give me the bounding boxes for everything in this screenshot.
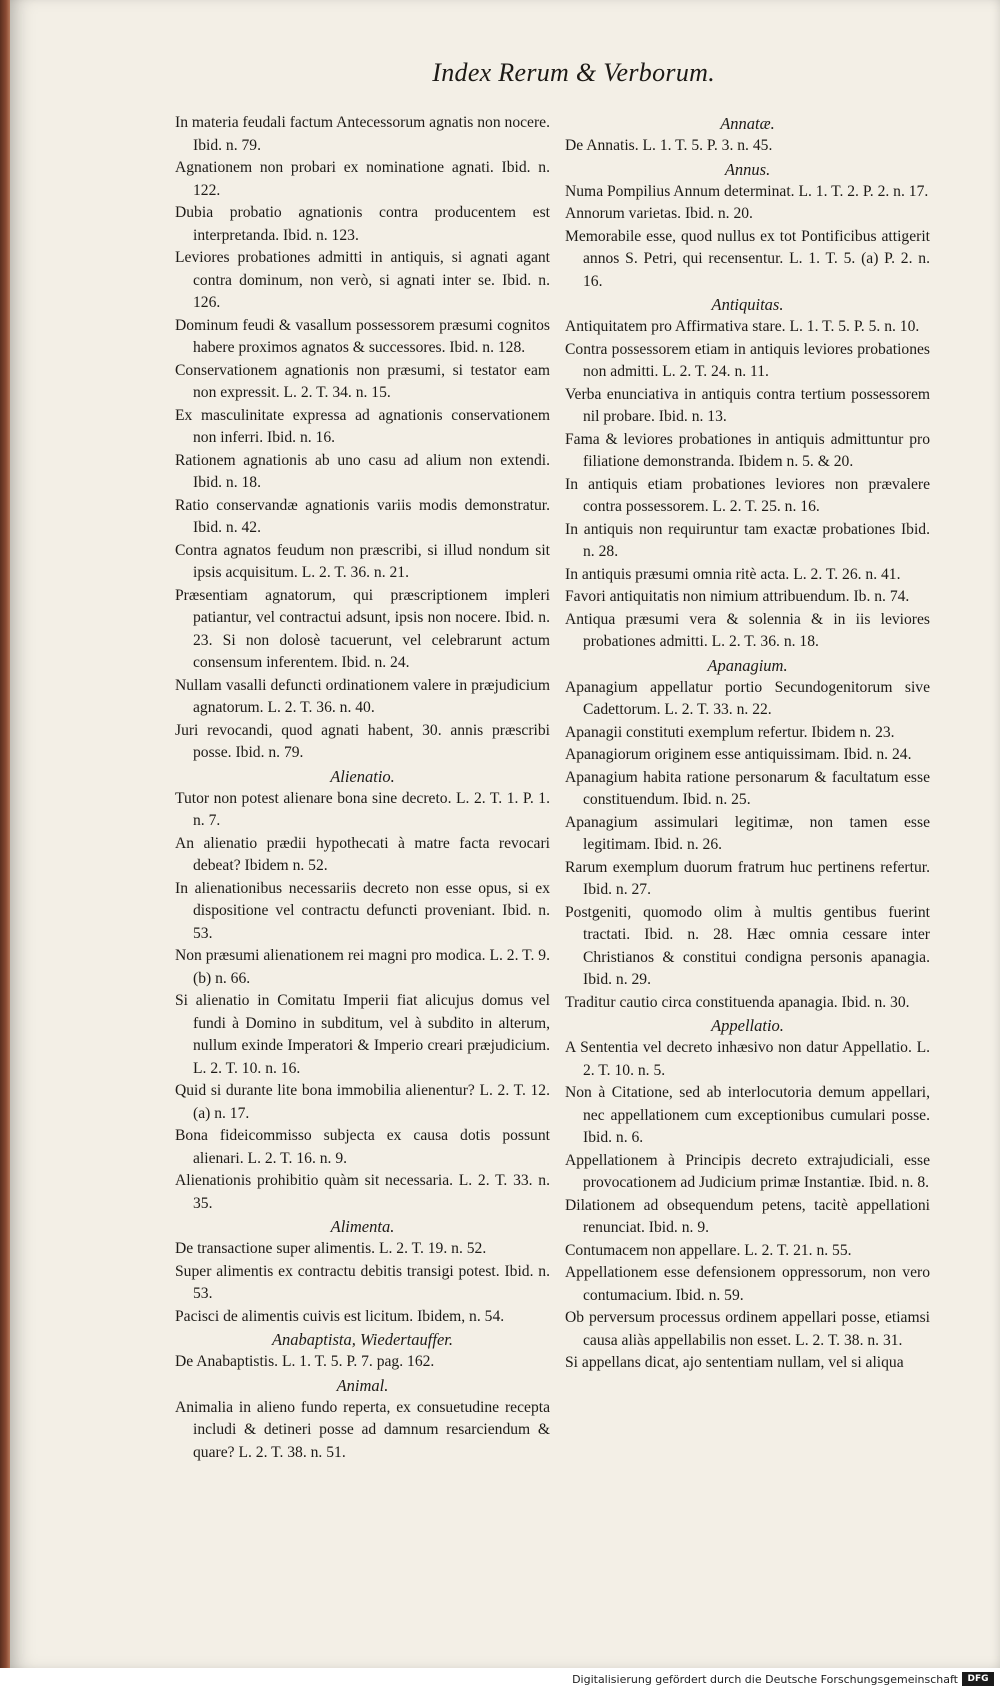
section-heading: Alienatio. (330, 766, 395, 786)
book-spine-edge (0, 0, 10, 1668)
index-entry: Memorabile esse, quod nullus ex tot Pontificibus attigerit annos S. Petri, qui recensentur. L. 1. T. 5. (a) P. 2. n. 16. (565, 227, 930, 290)
index-entry: An alienatio prædii hypothecati à matre facta revocari debeat? Ibidem n. 52. (175, 834, 550, 874)
running-header (10, 58, 1000, 88)
section-heading: Animal. (336, 1375, 389, 1395)
index-entry: Alienationis prohibitio quàm sit necessaria. L. 2. T. 33. n. 35. (175, 1172, 550, 1212)
index-entry: Super alimentis ex contractu debitis transigi potest. Ibid. n. 53. (175, 1262, 550, 1302)
index-entry: Appellationem esse defensionem oppressorum, non vero contumacium. Ibid. n. 59. (565, 1264, 930, 1304)
index-entry: Leviores probationes admitti in antiquis, si agnati agant contra dominum, non verò, si agnati inter se. Ibid. n. 126. (175, 249, 550, 311)
index-entry: In antiquis etiam probationes leviores non prævalere contra possessorem. L. 2. T. 25. n. 16. (565, 475, 930, 515)
index-entry: In materia feudali factum Antecessorum agnatis non nocere. Ibid. n. 79. (175, 114, 550, 154)
index-entry: Non præsumi alienationem rei magni pro modica. L. 2. T. 9. (b) n. 66. (175, 947, 550, 987)
index-entry: Apanagii constituti exemplum refertur. Ibidem n. 23. (565, 723, 895, 741)
index-entry: Ex masculinitate expressa ad agnationis conservationem non inferri. Ibid. n. 16. (175, 406, 550, 446)
section-heading: Annatæ. (720, 114, 775, 133)
index-entry: Contumacem non appellare. L. 2. T. 21. n. 55. (565, 1241, 852, 1259)
section-heading: Antiquitas. (711, 295, 784, 314)
index-entry: Conservationem agnationis non præsumi, si testator eam non expressit. L. 2. T. 34. n. 15. (175, 361, 550, 401)
section-heading: Apanagium. (707, 655, 788, 675)
digitization-footer (0, 1668, 1000, 1691)
funding-notice: Digitalisierung gefördert durch die Deutsche Forschungsgemeinschaft (572, 1673, 958, 1686)
index-entry: De Annatis. L. 1. T. 5. P. 3. n. 45. (565, 137, 773, 154)
index-entry: In antiquis non requiruntur tam exactæ probationes Ibid. n. 28. (565, 520, 930, 560)
index-entry: Contra agnatos feudum non præscribi, si illud nondum sit ipsis acquisitum. L. 2. T. 36. n. 21. (175, 541, 550, 581)
index-entry: A Sententia vel decreto inhæsivo non datur Appellatio. L. 2. T. 10. n. 5. (565, 1039, 930, 1079)
index-entry: Ob perversum processus ordinem appellari posse, etiamsi causa aliàs appellabilis non esset. L. 2. T. 38. n. 31. (565, 1309, 930, 1349)
index-entry: Animalia in alieno fundo reperta, ex consuetudine recepta includi & detineri posse ad damnum resarciendum & quare? L. 2. T. 38. n. 51. (175, 1398, 550, 1461)
scanned-page (10, 0, 1000, 1668)
index-entry: Annorum varietas. Ibid. n. 20. (565, 205, 753, 222)
index-entry: Rarum exemplum duorum fratrum huc pertinens refertur. Ibid. n. 27. (565, 858, 930, 898)
index-entry: Si alienatio in Comitatu Imperii fiat alicujus domus vel fundi à Domino in subditum, vel à subdito in alterum, nullum exinde Imperatori & Imperio creari præjudicium. L. 2. T. 10. n. 16. (175, 992, 550, 1077)
index-entry: De transactione super alimentis. L. 2. T. 19. n. 52. (175, 1240, 487, 1257)
index-entry: Rationem agnationis ab uno casu ad alium non extendi. Ibid. n. 18. (175, 451, 550, 491)
index-entry: Fama & leviores probationes in antiquis admittuntur pro filiatione demonstranda. Ibidem n. 5. & 20. (565, 430, 930, 470)
index-entry: Agnationem non probari ex nominatione agnati. Ibid. n. 122. (175, 159, 550, 199)
index-entry: Non à Citatione, sed ab interlocutoria demum appellari, nec appellationem cum exceptionibus cumulari posse. Ibid. n. 6. (565, 1084, 930, 1146)
index-entry: Apanagiorum originem esse antiquissimam. Ibid. n. 24. (565, 746, 912, 763)
index-entry: Postgeniti, quomodo olim à multis gentibus fuerint tractati. Ibid. n. 28. Hæc omnia cessare inter Christianos & constitui condigna personis apanagia. Ibid. n. 29. (565, 903, 930, 988)
index-entry: Numa Pompilius Annum determinat. L. 1. T. 2. P. 2. n. 17. (565, 182, 929, 200)
index-entry: Antiqua præsumi vera & solennia & in iis leviores probationes admitti. L. 2. T. 36. n. 18. (565, 610, 930, 650)
right-column (565, 112, 930, 1375)
index-entry: In alienationibus necessariis decreto non esse opus, si ex dispositione vel contractu defuncti proveniant. Ibid. n. 53. (175, 879, 550, 942)
index-entry: De Anabaptistis. L. 1. T. 5. P. 7. pag. 162. (175, 1353, 435, 1370)
index-entry: Præsentiam agnatorum, qui præscriptionem impleri patiantur, vel contractui adsunt, ipsis non nocere. Ibid. n. 23. Si non dolosè tacuerunt, vel celebrarunt actum consensum inferentem. Ibid. n. 24. (175, 586, 550, 671)
index-entry: Bona fideicommisso subjecta ex causa dotis possunt alienari. L. 2. T. 16. n. 9. (175, 1127, 550, 1167)
index-entry: Pacisci de alimentis cuivis est licitum. Ibidem, n. 54. (175, 1307, 505, 1325)
section-heading: Annus. (724, 159, 771, 179)
index-entry: Dilationem ad obsequendum petens, tacitè appellationi renunciat. Ibid. n. 9. (565, 1196, 930, 1236)
index-entry: Favori antiquitatis non nimium attribuendum. Ib. n. 74. (565, 588, 910, 605)
section-heading: Appellatio. (711, 1016, 784, 1035)
index-entry: Quid si durante lite bona immobilia alienentur? L. 2. T. 12. (a) n. 17. (175, 1082, 550, 1122)
index-entry: Appellationem à Principis decreto extrajudiciali, esse provocationem ad Judicium primæ Instantiæ. Ibid. n. 8. (565, 1151, 930, 1191)
index-entry: Antiquitatem pro Affirmativa stare. L. 1. T. 5. P. 5. n. 10. (565, 318, 920, 335)
index-entry: Contra possessorem etiam in antiquis leviores probationes non admitti. L. 2. T. 24. n. 11. (565, 340, 930, 380)
index-entry: Ratio conservandæ agnationis variis modis demonstratur. Ibid. n. 42. (175, 496, 550, 536)
left-column (175, 112, 550, 1464)
index-entry: Apanagium appellatur portio Secundogenitorum sive Cadettorum. L. 2. T. 33. n. 22. (565, 678, 930, 718)
index-entry: Tutor non potest alienare bona sine decreto. L. 2. T. 1. P. 1. n. 7. (175, 789, 550, 829)
index-entry: In antiquis præsumi omnia ritè acta. L. 2. T. 26. n. 41. (565, 565, 901, 583)
dfg-logo: DFG (962, 1672, 994, 1686)
section-heading: Anabaptista, Wiedertauffer. (271, 1330, 454, 1349)
index-entry: Verba enunciativa in antiquis contra tertium possessorem nil probare. Ibid. n. 13. (565, 385, 930, 425)
index-entry: Nullam vasalli defuncti ordinationem valere in præjudicium agnatorum. L. 2. T. 36. n. 40. (175, 676, 550, 716)
index-entry: Si appellans dicat, ajo sententiam nullam, vel si aliqua (565, 1354, 904, 1371)
page-title: Index Rerum & Verborum. (432, 58, 715, 87)
index-entry: Apanagium assimulari legitimæ, non tamen esse legitimam. Ibid. n. 26. (565, 813, 930, 853)
index-entry: Apanagium habita ratione personarum & facultatum esse constituendum. Ibid. n. 25. (565, 768, 930, 808)
index-entry: Traditur cautio circa constituenda apanagia. Ibid. n. 30. (565, 993, 910, 1011)
index-entry: Dominum feudi & vasallum possessorem præsumi cognitos habere proximos agnatos & successores. Ibid. n. 128. (175, 316, 550, 356)
index-entry: Juri revocandi, quod agnati habent, 30. annis præscribi posse. Ibid. n. 79. (175, 721, 550, 761)
index-entry: Dubia probatio agnationis contra producentem est interpretanda. Ibid. n. 123. (175, 204, 550, 244)
section-heading: Alimenta. (330, 1217, 395, 1236)
